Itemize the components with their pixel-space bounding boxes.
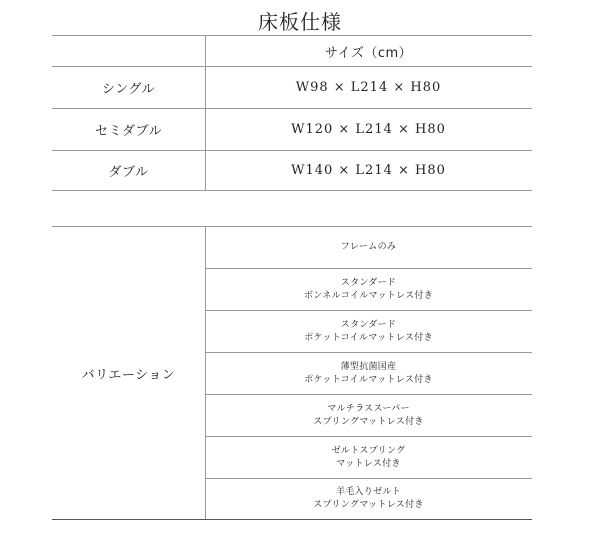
variation-item-line1: スタンダード [340,319,397,330]
variation-item-line2: ボンネルコイルマットレス付き [303,290,434,301]
variation-item-line1: 羊毛入りゼルト [335,487,402,497]
size-row-name-single: シングル [101,82,156,97]
variation-item-line1: スタンダード [340,277,397,288]
size-row-name-double: ダブル [108,165,149,180]
variation-item [205,269,532,310]
variation-item-line2: スプリングマットレス付き [313,416,424,427]
variation-item [205,353,532,394]
size-row-value-double: W140 × L214 × H80 [291,163,446,178]
variation-item [205,311,532,352]
size-table-bottom-border [52,190,532,191]
variation-item-line2: ポケットコイルマットレス付き [304,374,433,385]
variation-item-line1: 薄型抗菌国産 [340,361,397,372]
size-row-value-single: W98 × L214 × H80 [295,80,442,95]
variation-table-bottom-border [52,519,532,520]
variation-item-line1: ゼルトスプリング [331,445,406,456]
size-column-header: サイズ（cm） [324,45,413,61]
variation-item [205,437,532,478]
variation-item-line1: フレームのみ [340,242,397,252]
variation-item [205,227,532,268]
page-title: 床板仕様 [258,10,342,34]
size-row-value-semi-double: W120 × L214 × H80 [291,122,446,137]
variation-item [205,395,532,436]
variation-item [205,479,532,519]
variation-label: バリエーション [81,367,176,383]
size-row-name-semi-double: セミダブル [95,124,162,139]
variation-item-line2: スプリングマットレス付き [313,500,424,510]
variation-item-line1: マルチラススーパー [327,403,410,414]
variation-item-line2: ポケットコイルマットレス付き [304,332,433,343]
variation-item-line2: マットレス付き [336,458,401,469]
